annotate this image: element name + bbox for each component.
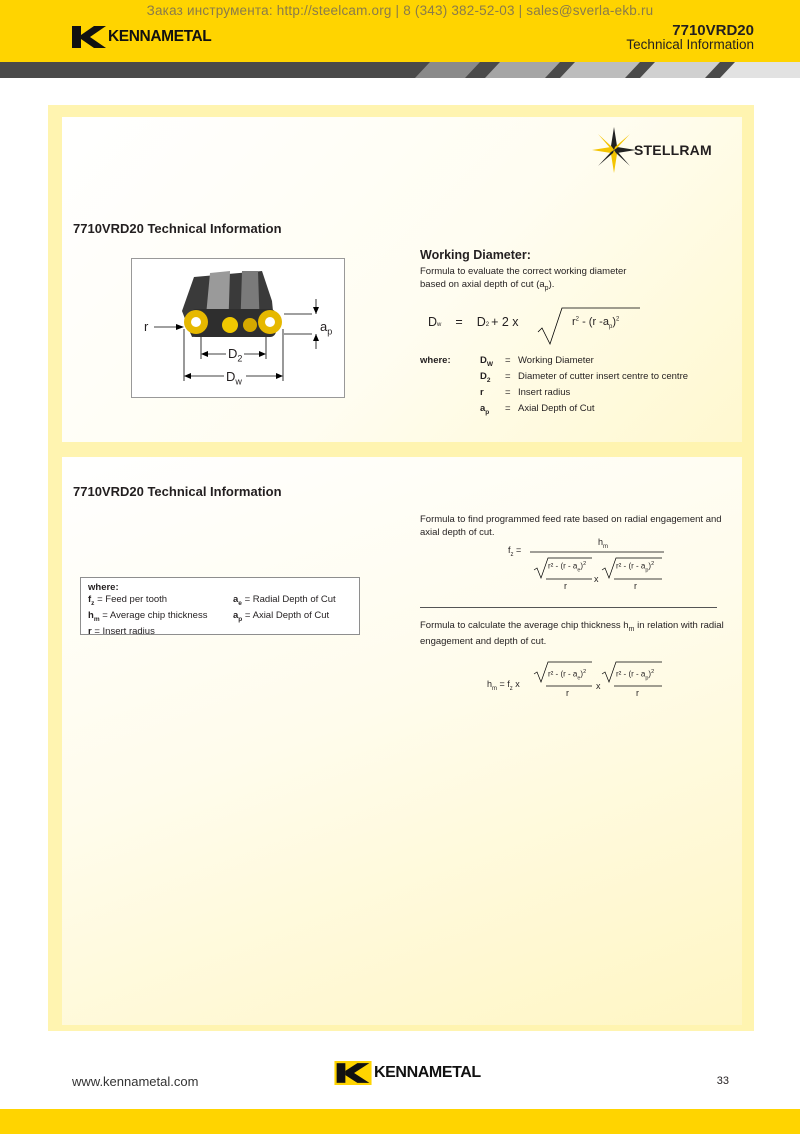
feed-rate-lhs: $f_z$ = [508,545,522,558]
diagram-label-ap: $a_p$ [320,319,333,337]
where-box-symbol: $a_p$ [233,609,243,623]
footer-logo-word: KENNAMETAL [374,1064,481,1081]
where-box-equals: = [244,609,251,621]
kennametal-logo [72,26,211,48]
where-box-symbol: r [88,625,92,637]
where-box-right-col [233,594,336,626]
doc-subtitle: Technical Information [626,37,754,52]
where-box-row [88,610,207,626]
chip-thickness-desc: Formula to calculate the average chip thickness $h_m$ in relation with radial engagement and depth of cut. [420,620,724,648]
feed-rate-desc: Formula to find programmed feed rate based on radial engagement and axial depth of cut. [420,514,722,538]
section1-title: 7710VRD20 Technical Information [73,221,282,236]
footer-kennametal-k-icon [334,1061,372,1085]
where-row [480,371,691,387]
footer-url[interactable]: www.kennametal.com [72,1074,199,1089]
where-box-definition: Average chip thickness [109,609,208,621]
where-row [480,355,691,371]
working-diameter-radicand: $r^2 - (r$ $-a_p)^2$ [572,316,620,331]
where-box-label: where: [88,582,119,593]
doc-code: 7710VRD20 [672,22,754,39]
where-row [480,387,691,403]
where-label-1: where: [420,355,451,366]
where-box-symbol: $f_z$ [88,594,95,607]
where-symbol: $D_2$ [480,370,491,384]
where-box-equals: = [94,625,100,637]
diagram-label-dw: $D_w$ [226,369,242,387]
where-box-equals: = [97,594,103,605]
feed-rate-times: x [594,574,599,584]
working-diameter-formula: D $_w$ = D $_2$ + 2 x [428,315,519,329]
where-equals: = [505,370,511,382]
feed-rate-den-2: r [634,581,637,591]
where-equals: = [505,355,511,366]
where-box-left-col [88,594,207,642]
chip-thickness-den-1: r [566,688,569,698]
where-box-row [88,626,207,642]
footer-kennametal-logo [334,1061,481,1085]
where-box-symbol: $h_m$ [88,609,100,623]
where-box-definition: Insert radius [102,625,155,637]
page-number: 33 [716,1075,729,1087]
header-stripe [0,62,800,78]
where-symbol: $D_W$ [480,355,494,368]
section2-card [62,457,742,1025]
chip-thickness-radicand-1: $r^2 - (r - a_e)^2$ [548,669,587,682]
where-box-equals: = [102,609,108,621]
where-equals: = [505,402,511,414]
where-definition: Working Diameter [518,355,594,366]
where-definition: Axial Depth of Cut [518,402,595,414]
feed-rate-den-1: r [564,581,567,591]
stellram-logo [592,127,712,173]
where-box-row [88,594,207,610]
where-definition: Diameter of cutter insert centre to centre [518,370,689,382]
where-symbol: r [480,386,484,398]
where-equals: = [505,386,511,398]
diagram-label-d2: $D_2$ [228,346,243,364]
kennametal-logo-word: KENNAMETAL [108,28,212,45]
section2-divider [420,607,717,608]
feed-rate-numerator: $h_m$ [598,537,609,550]
feed-rate-radicand-2: $r^2 - (r - a_p)^2$ [616,561,655,574]
contact-line: Заказ инструмента: http://steelcam.org | 8 (343) 382-52-03 | sales@sverla-ekb.ru [146,3,654,18]
where-box-definition: Feed per tooth [105,594,168,605]
where-box [80,577,360,635]
diagram-label-r: r [144,319,149,334]
chip-thickness-lhs: $h_m = f_z$ x [487,679,520,692]
where-box-equals: = [244,594,251,605]
where-box-symbol: $a_e$ [233,594,242,607]
stellram-word: STELLRAM [634,142,712,158]
section2-title: 7710VRD20 Technical Information [73,484,282,499]
where-symbol: $a_p$ [480,402,490,416]
chip-thickness-den-2: r [636,688,639,698]
chip-thickness-times: x [596,681,601,691]
where-row [480,403,691,419]
chip-thickness-radicand-2: $r^2 - (r - a_p)^2$ [616,669,655,682]
kennametal-k-icon [72,26,106,48]
where-box-definition: Radial Depth of Cut [252,594,336,605]
feed-rate-radicand-1: $r^2 - (r - a_e)^2$ [548,561,587,574]
where-box-row [233,610,336,626]
cutter-diagram [131,258,345,398]
working-diameter-heading: Working Diameter: [420,248,531,262]
where-definition: Insert radius [518,386,571,398]
where-table-1 [480,355,691,419]
footer-band [0,1109,800,1134]
stellram-star-icon [592,127,636,173]
where-box-definition: Axial Depth of Cut [252,609,330,621]
working-diameter-desc: Formula to evaluate the correct working diameter based on axial depth of cut $(a_p)$. [420,266,627,292]
where-box-row [233,594,336,610]
